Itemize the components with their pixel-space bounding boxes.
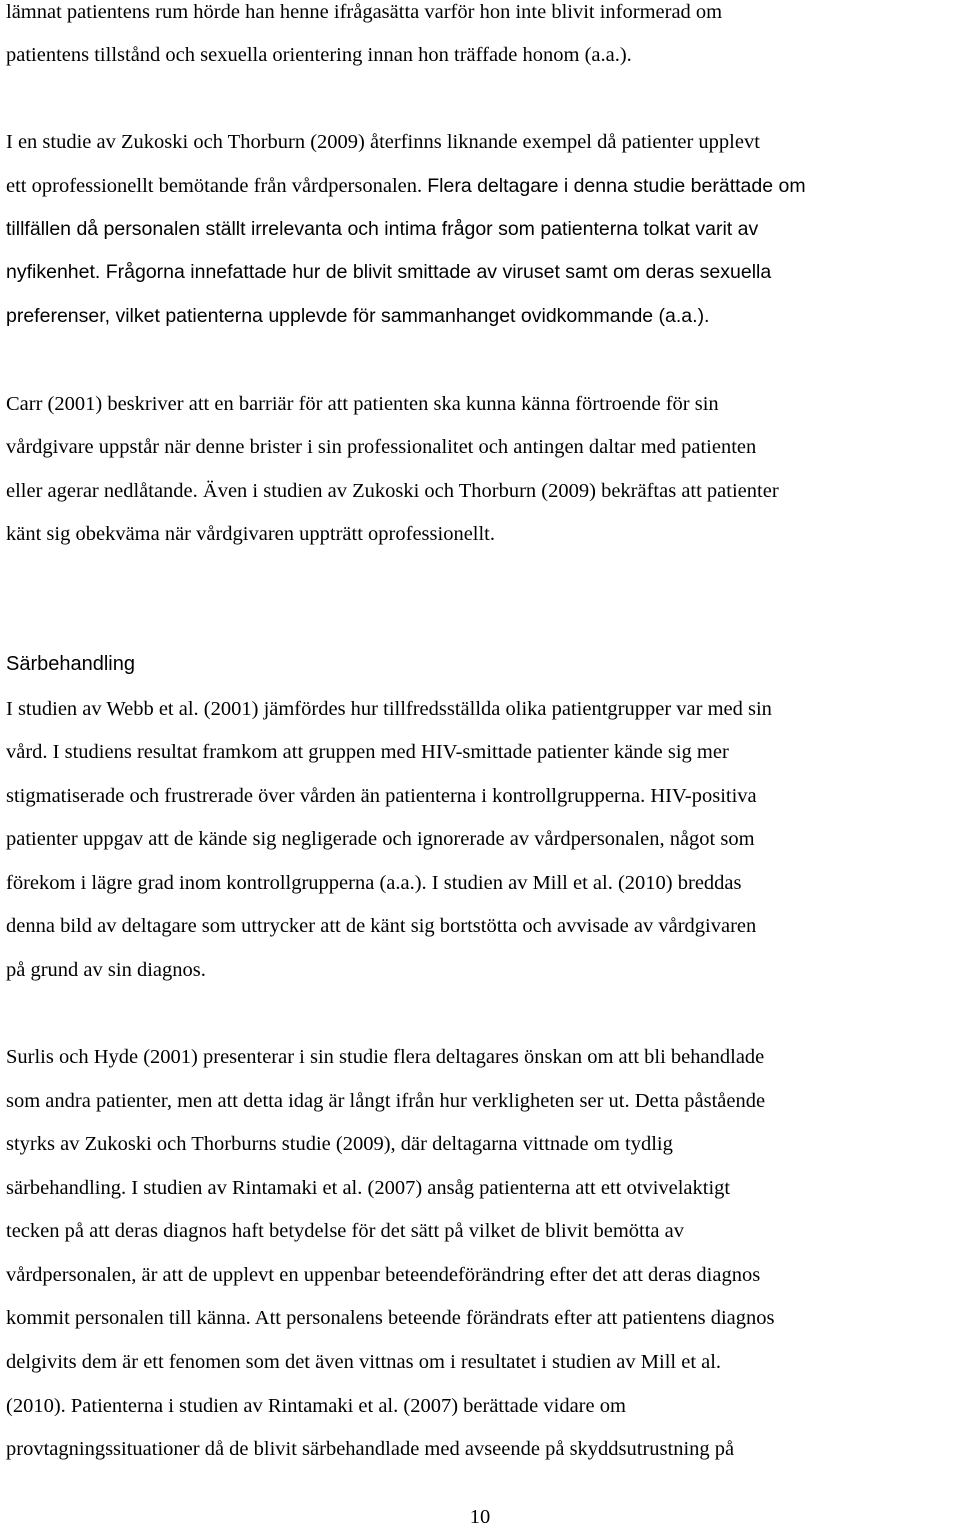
- text-segment: tillfällen då personalen ställt irrelevanta och intima frågor som patienterna tolkat varit av: [6, 218, 759, 240]
- text-line: förekom i lägre grad inom kontrollgrupperna (a.a.). I studien av Mill et al. (2010) breddas: [6, 872, 742, 894]
- text-line: vårdpersonalen, är att de upplevt en uppenbar beteendeförändring efter det att deras diagnos: [6, 1264, 761, 1286]
- text-line: patienter uppgav att de kände sig negligerade och ignorerade av vårdpersonalen, något som: [6, 828, 755, 850]
- text-line: lämnat patientens rum hörde han henne ifrågasätta varför hon inte blivit informerad om: [6, 1, 723, 23]
- text-line: provtagningssituationer då de blivit särbehandlade med avseende på skyddsutrustning på: [6, 1438, 735, 1460]
- text-line: [6, 174, 806, 198]
- text-segment: Flera deltagare i denna studie berättade om: [427, 175, 806, 197]
- text-line: delgivits dem är ett fenomen som det även vittnas om i resultatet i studien av Mill et al.: [6, 1351, 722, 1373]
- text-line: på grund av sin diagnos.: [6, 959, 206, 981]
- text-segment: Frågorna innefattade hur de blivit smittade av viruset samt om deras sexuella: [105, 261, 772, 283]
- text-segment: ett oprofessionellt bemötande från vårdpersonalen.: [6, 175, 428, 197]
- text-line: denna bild av deltagare som uttrycker att de känt sig bortstötta och avvisade av vårdgivaren: [6, 915, 757, 937]
- text-line: I studien av Webb et al. (2001) jämfördes hur tillfredsställda olika patientgrupper var med sin: [6, 698, 772, 720]
- text-segment: nyfikenhet.: [6, 261, 106, 283]
- text-line: (2010). Patienterna i studien av Rintamaki et al. (2007) berättade vidare om: [6, 1395, 626, 1417]
- text-line: kommit personalen till känna. Att personalens beteende förändrats efter att patientens diagnos: [6, 1307, 775, 1329]
- text-line: styrks av Zukoski och Thorburns studie (2009), där deltagarna vittnade om tydlig: [6, 1133, 673, 1155]
- text-line: vård. I studiens resultat framkom att gruppen med HIV-smittade patienter kände sig mer: [6, 741, 729, 763]
- text-line: eller agerar nedlåtande. Även i studien av Zukoski och Thorburn (2009) bekräftas att patienter: [6, 480, 779, 502]
- text-line: känt sig obekväma när vårdgivaren uppträtt oprofessionellt.: [6, 523, 496, 545]
- text-line: [6, 260, 771, 284]
- text-line: stigmatiserade och frustrerade över vården än patienterna i kontrollgrupperna. HIV-positiva: [6, 785, 757, 807]
- text-line: tecken på att deras diagnos haft betydelse för det sätt på vilket de blivit bemötta av: [6, 1220, 684, 1242]
- text-line: som andra patienter, men att detta idag är långt ifrån hur verkligheten ser ut. Detta påstående: [6, 1090, 766, 1112]
- text-line: särbehandling. I studien av Rintamaki et al. (2007) ansåg patienterna att ett otvivelaktigt: [6, 1177, 731, 1199]
- page-number: 10: [469, 1506, 491, 1528]
- text-line: vårdgivare uppstår när denne brister i sin professionalitet och antingen daltar med patienten: [6, 436, 757, 458]
- text-line: patientens tillstånd och sexuella orientering innan hon träffade honom (a.a.).: [6, 44, 632, 66]
- text-line: preferenser, vilket patienterna upplevde för sammanhanget ovidkommande (a.a.).: [6, 305, 710, 327]
- text-line: Surlis och Hyde (2001) presenterar i sin studie flera deltagares önskan om att bli behandlade: [6, 1046, 765, 1068]
- text-line: I en studie av Zukoski och Thorburn (2009) återfinns liknande exempel då patienter upplevt: [6, 131, 760, 153]
- text-line: Carr (2001) beskriver att en barriär för att patienten ska kunna känna förtroende för sin: [6, 393, 719, 415]
- text-line: [6, 217, 758, 241]
- section-heading: Särbehandling: [6, 653, 135, 675]
